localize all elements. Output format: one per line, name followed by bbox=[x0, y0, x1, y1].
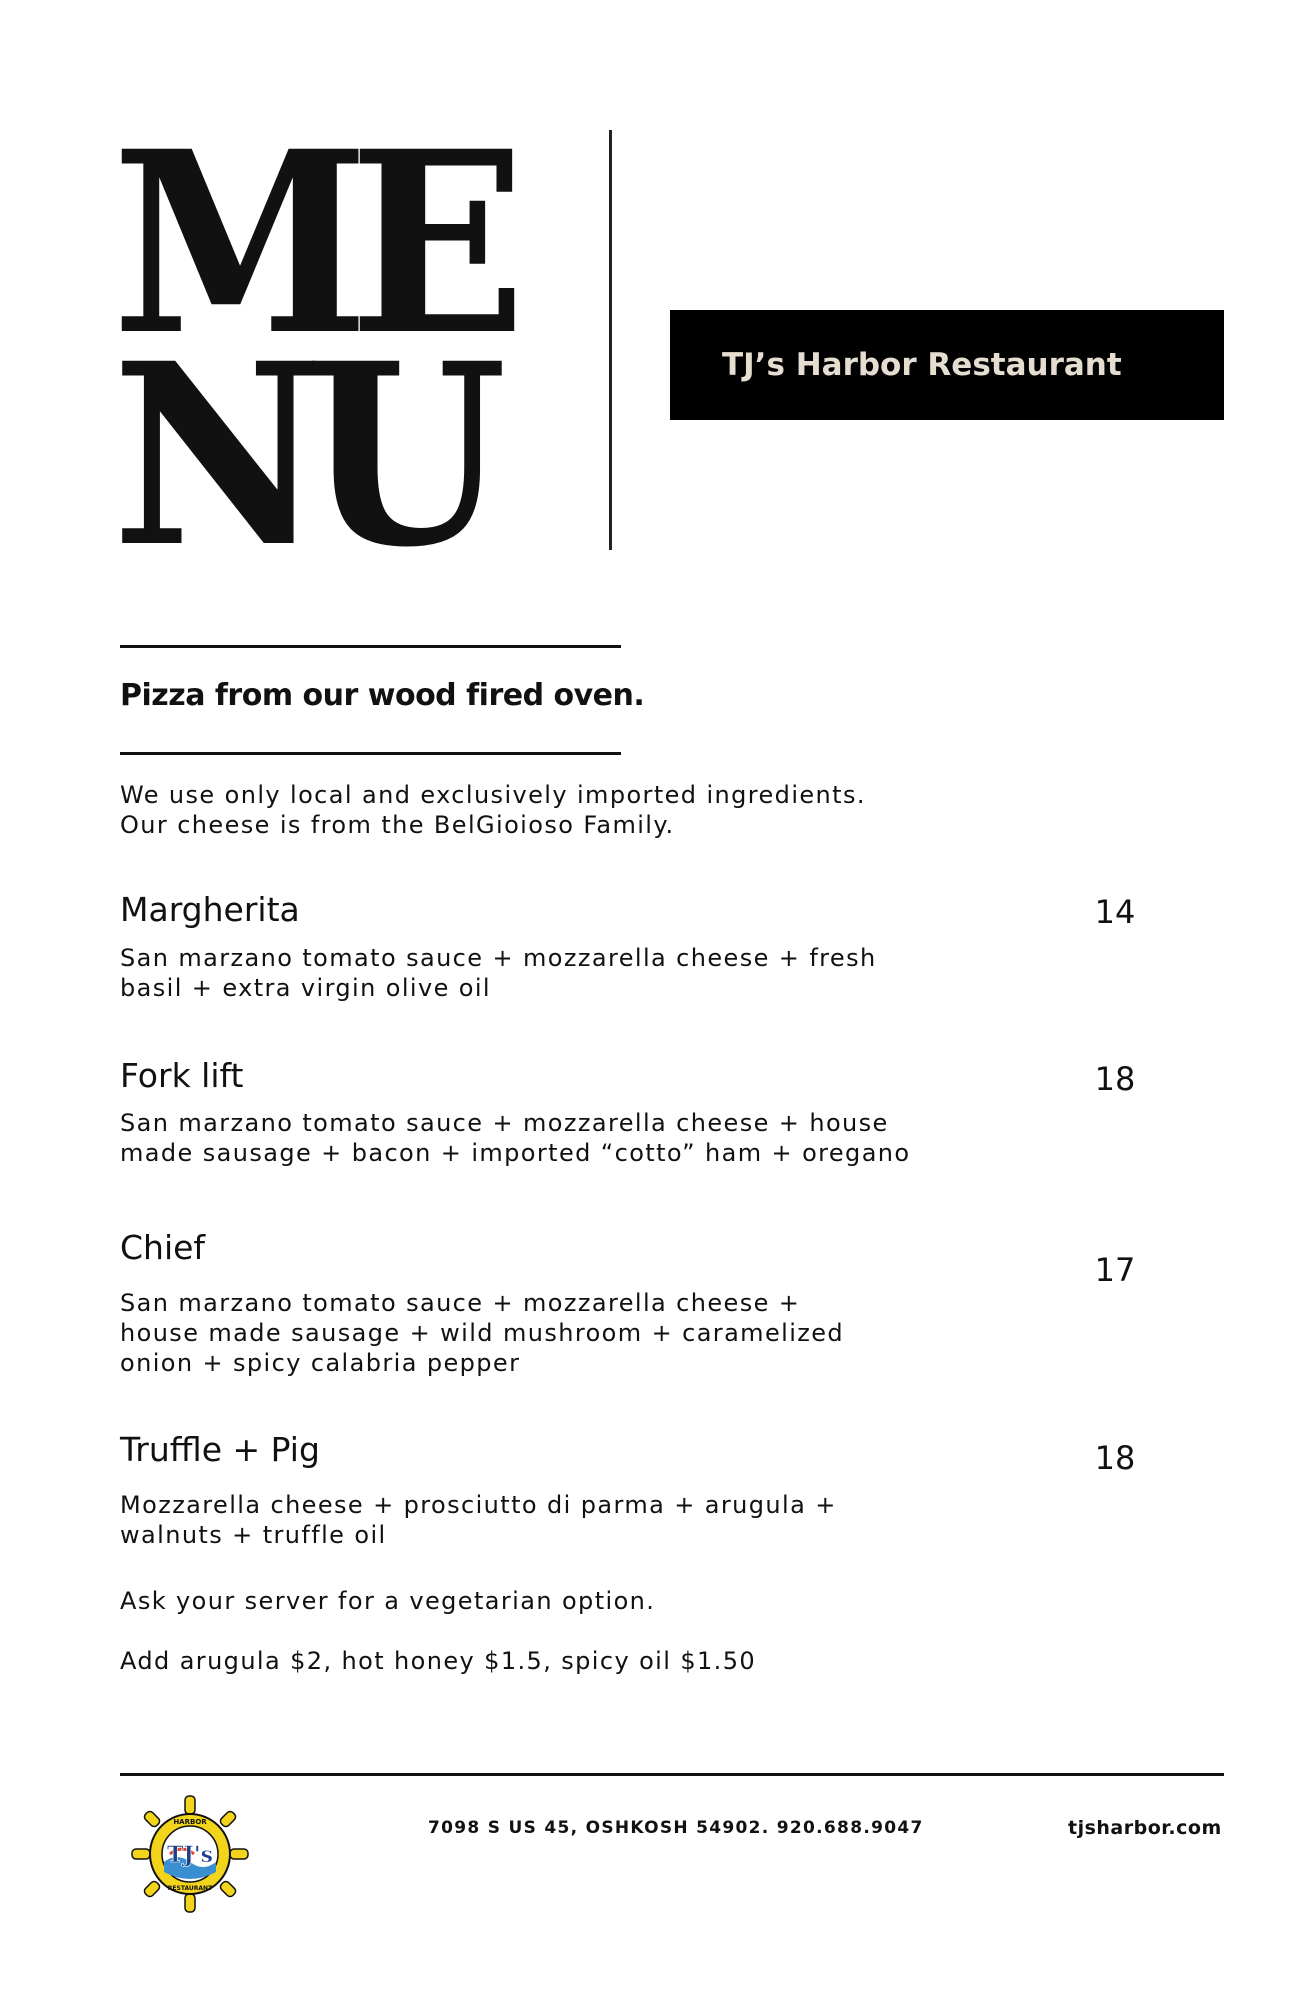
restaurant-name-banner bbox=[670, 310, 1224, 420]
header-divider bbox=[609, 130, 612, 550]
item-description: San marzano tomato sauce + mozzarella cheese + fresh basil + extra virgin olive oil bbox=[120, 944, 877, 1002]
restaurant-name: TJ’s Harbor Restaurant bbox=[722, 347, 1122, 383]
item-description: San marzano tomato sauce + mozzarella cheese + house made sausage + bacon + imported “cotto” ham + oregano bbox=[120, 1109, 911, 1167]
item-name: Truffle + Pig bbox=[120, 1430, 320, 1469]
item-name: Fork lift bbox=[120, 1056, 244, 1095]
logo-text: TJ's bbox=[167, 1842, 213, 1868]
section-rule-bottom bbox=[120, 752, 621, 755]
item-name: Chief bbox=[120, 1228, 206, 1267]
menu-title-line1: ME bbox=[112, 96, 506, 390]
footer-rule bbox=[120, 1773, 1224, 1776]
logo-ring-top: HARBOR bbox=[173, 1818, 207, 1826]
item-price: 18 bbox=[1094, 1439, 1136, 1477]
vegetarian-note: Ask your server for a vegetarian option. bbox=[120, 1587, 656, 1615]
section-rule-top bbox=[120, 645, 621, 648]
item-price: 14 bbox=[1094, 893, 1136, 931]
restaurant-logo bbox=[130, 1794, 250, 1914]
footer-website-link[interactable]: tjsharbor.com bbox=[1068, 1817, 1222, 1839]
section-intro: We use only local and exclusively imported ingredients. Our cheese is from the BelGioioso Family. bbox=[120, 781, 866, 839]
item-description: Mozzarella cheese + prosciutto di parma + arugula + walnuts + truffle oil bbox=[120, 1491, 837, 1549]
item-description: San marzano tomato sauce + mozzarella cheese + house made sausage + wild mushroom + caramelized onion + spicy calabria pepper bbox=[120, 1289, 845, 1377]
footer-address: 7098 S US 45, OSHKOSH 54902. 920.688.9047 bbox=[428, 1818, 924, 1838]
item-price: 18 bbox=[1094, 1060, 1136, 1098]
menu-title-line2: NU bbox=[112, 308, 487, 602]
logo-ring-bottom: RESTAURANT bbox=[167, 1885, 213, 1892]
item-price: 17 bbox=[1094, 1251, 1136, 1289]
section-title: Pizza from our wood fired oven. bbox=[120, 678, 645, 713]
addons-note: Add arugula $2, hot honey $1.5, spicy oil $1.50 bbox=[120, 1647, 757, 1675]
item-name: Margherita bbox=[120, 890, 300, 929]
